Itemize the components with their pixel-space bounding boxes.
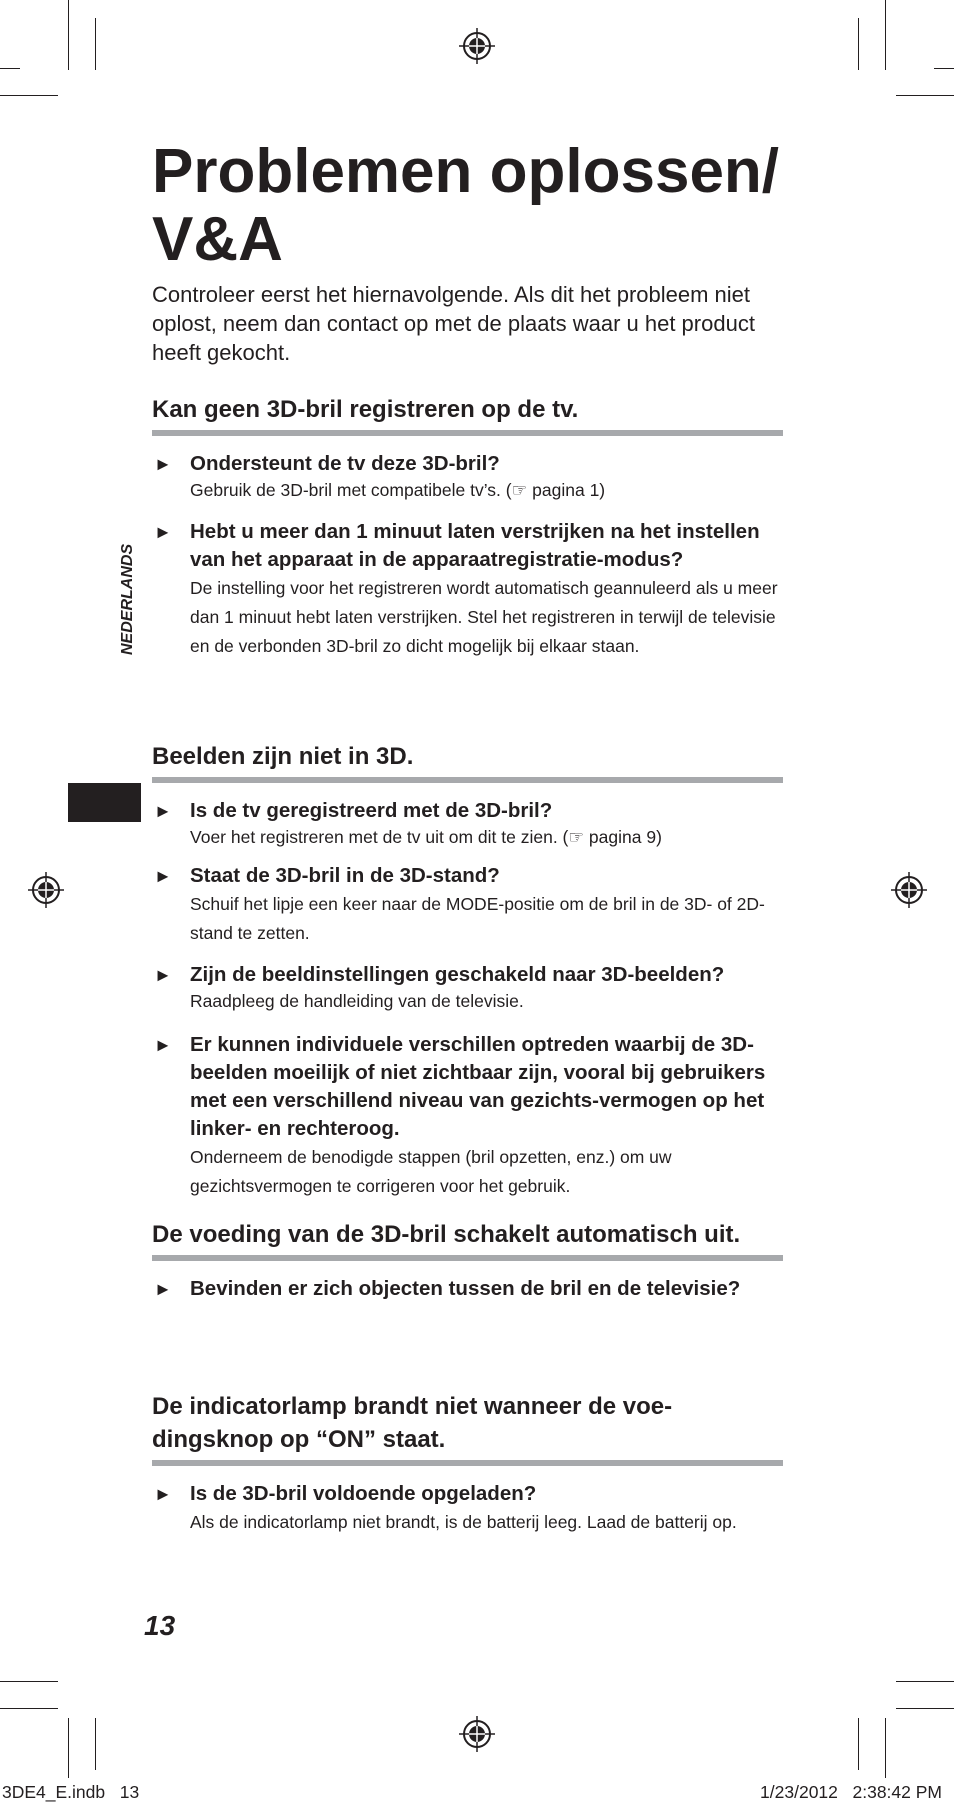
faq-item: [152, 450, 783, 502]
faq-answer: Raadpleeg de handleiding van de televisie.: [190, 991, 524, 1011]
crop-mark: [68, 0, 69, 70]
crop-mark: [858, 1718, 859, 1770]
crop-mark: [934, 68, 954, 69]
faq-item: [152, 961, 783, 1013]
page-number: 13: [144, 1610, 176, 1641]
faq-item: [152, 1275, 783, 1303]
faq-answer: Als de indicatorlamp niet brandt, is de batterij leeg. Laad de batterij op.: [190, 1512, 737, 1532]
section-heading: De voeding van de 3D-bril schakelt automatisch uit.: [152, 1218, 783, 1261]
side-language-label: NEDERLANDS: [119, 543, 136, 655]
section-heading: De indicatorlamp brandt niet wanneer de voe-dingsknop op “ON” staat.: [152, 1390, 783, 1466]
registration-mark-icon: [457, 1714, 497, 1754]
crop-mark: [0, 1708, 58, 1709]
registration-mark-icon: [457, 26, 497, 66]
section-no-3d-images: [152, 740, 783, 1214]
faq-question: Er kunnen individuele verschillen optreden waarbij de 3D-beelden moeilijk of niet zichtbaar zijn, vooral bij gebruikers met een verschillend niveau van gezichts-vermogen op het linker- en rechteroog.: [190, 1033, 766, 1140]
faq-item: [152, 797, 783, 849]
faq-item: [152, 518, 783, 661]
bullet-arrow-icon: ►: [154, 522, 172, 542]
section-indicator-lamp: [152, 1390, 783, 1550]
bullet-arrow-icon: ►: [154, 1279, 172, 1299]
section-heading: Kan geen 3D-bril registreren op de tv.: [152, 393, 783, 436]
crop-mark: [896, 1681, 954, 1682]
bullet-arrow-icon: ►: [154, 454, 172, 474]
faq-question: Zijn de beeldinstellingen geschakeld naar 3D-beelden?: [190, 963, 725, 986]
faq-answer: Onderneem de benodigde stappen (bril opzetten, enz.) om uw gezichtsvermogen te corrigeren voor het gebruik.: [190, 1147, 672, 1196]
faq-question: Is de 3D-bril voldoende opgeladen?: [190, 1482, 537, 1505]
crop-mark: [0, 68, 20, 69]
crop-mark: [896, 1708, 954, 1709]
faq-item: [152, 862, 783, 948]
bullet-arrow-icon: ►: [154, 965, 172, 985]
intro-text: Controleer eerst het hiernavolgende. Als dit het probleem niet oplost, neem dan contact op met de plaats waar u het product heeft gekocht.: [152, 282, 755, 365]
footer-timestamp: 1/23/2012 2:38:42 PM: [760, 1782, 942, 1802]
side-tab-marker: [68, 783, 141, 822]
crop-mark: [95, 18, 96, 70]
faq-question: Staat de 3D-bril in de 3D-stand?: [190, 864, 500, 887]
crop-mark: [95, 1718, 96, 1770]
crop-mark: [896, 95, 954, 96]
faq-question: Is de tv geregistreerd met de 3D-bril?: [190, 799, 553, 822]
faq-answer: Voer het registreren met de tv uit om dit te zien. (☞ pagina 9): [190, 827, 662, 847]
crop-mark: [885, 1718, 886, 1778]
footer-file-info: 3DE4_E.indb 13: [2, 1782, 140, 1802]
bullet-arrow-icon: ►: [154, 1484, 172, 1504]
bullet-arrow-icon: ►: [154, 866, 172, 886]
crop-mark: [885, 0, 886, 70]
registration-mark-icon: [26, 870, 66, 910]
crop-mark: [68, 1718, 69, 1778]
faq-question: Ondersteunt de tv deze 3D-bril?: [190, 452, 500, 475]
bullet-arrow-icon: ►: [154, 801, 172, 821]
bullet-arrow-icon: ►: [154, 1035, 172, 1055]
faq-item: [152, 1480, 783, 1537]
section-heading: Beelden zijn niet in 3D.: [152, 740, 783, 783]
faq-question: Hebt u meer dan 1 minuut laten verstrijken na het instellen van het apparaat in de apparaatregistratie-modus?: [190, 520, 760, 571]
faq-question: Bevinden er zich objecten tussen de bril en de televisie?: [190, 1277, 741, 1300]
faq-answer: De instelling voor het registreren wordt automatisch geannuleerd als u meer dan 1 minuut hebt laten verstrijken. Stel het registreren in terwijl de televisie en de verbonden 3D-bril zo dicht mogelijk bij elkaar staan.: [190, 578, 778, 656]
page-title: Problemen oplossen/ V&A: [152, 137, 780, 274]
faq-answer: Gebruik de 3D-bril met compatibele tv’s. (☞ pagina 1): [190, 480, 606, 500]
section-cannot-register: [152, 393, 783, 674]
registration-mark-icon: [889, 870, 929, 910]
section-auto-power-off: [152, 1218, 783, 1316]
crop-mark: [0, 95, 58, 96]
crop-mark: [858, 18, 859, 70]
faq-answer: Schuif het lipje een keer naar de MODE-positie om de bril in de 3D- of 2D-stand te zetten.: [190, 894, 765, 943]
faq-item: [152, 1031, 783, 1201]
crop-mark: [0, 1681, 58, 1682]
